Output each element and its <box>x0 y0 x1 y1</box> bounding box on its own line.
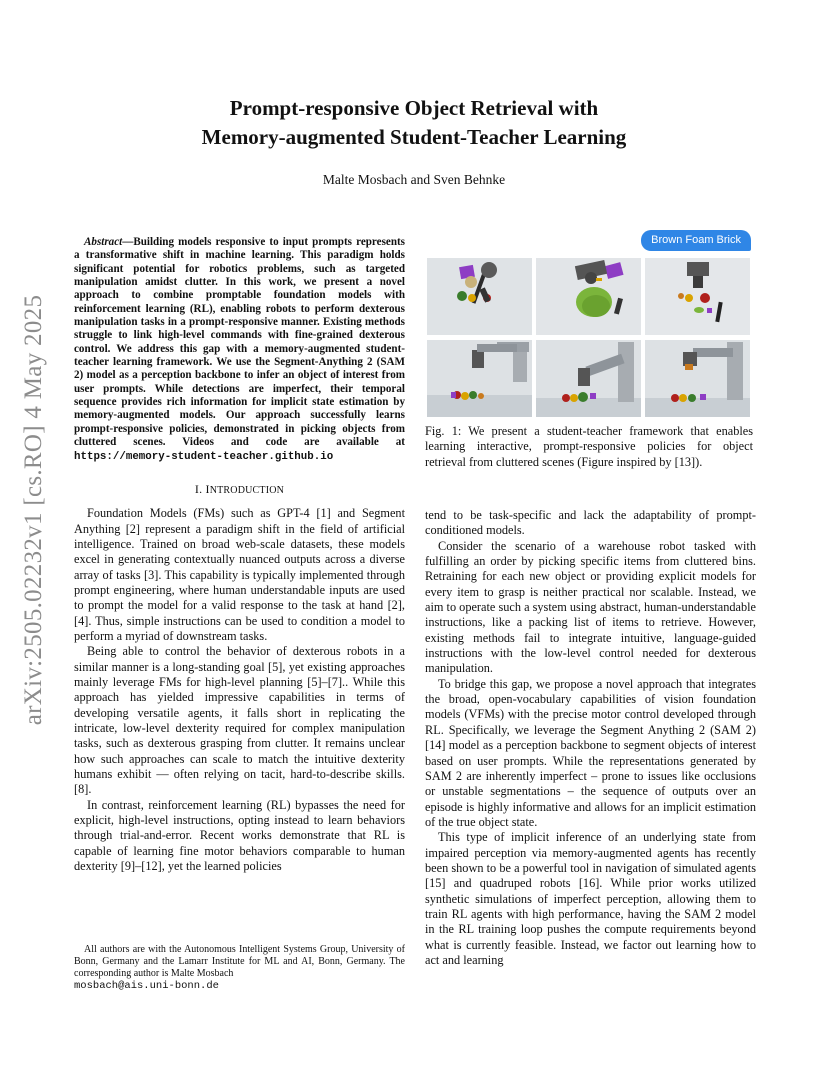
section-number: I. <box>194 481 206 496</box>
right-paragraph-1: tend to be task-specific and lack the adaptability of prompt-conditioned models. <box>425 508 756 538</box>
left-column <box>74 236 405 874</box>
arxiv-identifier: arXiv:2505.02232v1 [cs.RO] 4 May 2025 <box>20 294 47 726</box>
figure-photo-top-2 <box>536 258 641 335</box>
figure-image-grid <box>427 258 751 418</box>
section-title-rest: NTRODUCTION <box>209 484 285 496</box>
intro-paragraph-1: Foundation Models (FMs) such as GPT-4 [1] and Segment Anything [2] represent a paradigm shift in the field of artificial intelligence. Trained on broad web-scale datasets, these models excel in generating contextually nuanced outputs across a diverse array of tasks [3]. This capability is typically implemented through prompt engineering, where human understandable inputs are used to prompt the model for a valid response to the task at hand [2], [4]. Thus, simple instructions can be used to condition a model to perform a myriad of downstream tasks. <box>74 506 405 643</box>
figure-photo-bottom-3 <box>645 340 750 417</box>
abstract-dash: — <box>122 236 134 248</box>
paper-title <box>74 94 754 152</box>
abstract-keyword: Abstract <box>84 236 123 248</box>
prompt-chat-bubble: Brown Foam Brick <box>641 230 751 251</box>
figure-photo-bottom-2 <box>536 340 641 417</box>
right-paragraph-3: To bridge this gap, we propose a novel approach that integrates the broad, open-vocabulary capabilities of vision foundation models (VFMs) with the precise motor control developed through RL. Specifically, we leverage the Segment Anything 2 (SAM 2) [14] model as a perception backbone to segment objects of interest based on user prompts. While the representations generated by SAM 2 are inherently imperfect – prone to issues like occlusions or unstable segmentations – the sequence of outputs over an episode is highly informative and allows for an implicit estimation of the true object state. <box>425 676 756 829</box>
title-line-2: Memory-augmented Student-Teacher Learning <box>201 125 627 149</box>
author-footnote <box>74 944 405 992</box>
abstract <box>74 236 405 464</box>
figure-photo-top-1 <box>427 258 532 335</box>
title-line-1: Prompt-responsive Object Retrieval with <box>229 96 599 120</box>
intro-paragraph-3: In contrast, reinforcement learning (RL) bypasses the need for explicit, high-level instructions, opting instead to learn behaviors through trial-and-error. Recent works demonstrate that RL is capable of learning fine motor behaviors comparable to human dexterity [9]–[12], yet the learned policies <box>74 797 405 874</box>
right-paragraph-4: This type of implicit inference of an underlying state from impaired perception via memory-augmented agents has recently been shown to be a powerful tool in navigation of simulated agents [15] and quadruped robots [16]. While prior works utilized synthetic simulations of imperfect perception, allowing them to train RL agents with high performance, having the SAM 2 model in the RL training loop pushes the compute requirements beyond what is currently feasible. Instead, we factor out learning how to act and learning <box>425 830 756 967</box>
right-column <box>425 508 756 968</box>
figure-caption: Fig. 1: We present a student-teacher framework that enables learning interactive, prompt-responsive policies for object retrieval from cluttered scenes (Figure inspired by [13]). <box>425 424 753 469</box>
paper-authors: Malte Mosbach and Sven Behnke <box>322 172 506 187</box>
figure-photo-top-3 <box>645 258 750 335</box>
right-paragraph-2: Consider the scenario of a warehouse robot tasked with fulfilling an order by picking specific items from cluttered bins. Retraining for each new object or providing explicit models for every item to grasp is neither practical nor scalable. Instead, we aim to operate such a system using abstract, human-understandable instructions, like a packing list of items to retrieve. However, existing methods fail to integrate intuitive, language-guided instructions with the low-level control needed for dexterous manipulation. <box>425 538 756 676</box>
section-heading-introduction <box>74 482 405 498</box>
section-title-first: I <box>205 481 210 496</box>
intro-paragraph-2: Being able to control the behavior of dexterous robots in a similar manner is a long-standing goal [5], yet existing approaches mainly leverage FMs for high-level planning [5]–[7].. While this approach has yielded impressive capabilities in terms of developing versatile agents, it falls short in replicating the intricate, low-level dexterity required for complex manipulation tasks, such as dexterous grasping from clutter. It remains unclear how such approaches can scale to match the intuitive dexterity humans exhibit — often relying on tacit, hard-to-describe skills. [8]. <box>74 644 405 797</box>
figure-photo-bottom-1 <box>427 340 532 417</box>
arxiv-identifier-sidebar <box>14 270 54 750</box>
footnote-email-link[interactable]: mosbach@ais.uni-bonn.de <box>74 980 219 992</box>
abstract-text: Building models responsive to input prompts represents a transformative shift in machine learning. This paradigm holds significant potential for robotics problems, such as targeted manipulation amidst clutter. In this work, we present a novel approach to combine promptable foundation models with reinforcement learning (RL), enabling robots to perform dexterous manipulation tasks in a prompt-responsive manner. Existing methods struggle to link high-level commands with fine-grained dexterous control. We address this gap with a memory-augmented student-teacher learning framework. We use the Segment-Anything 2 (SAM 2) model as a perception backbone to infer an object of interest from user prompts. While detections are imperfect, their temporal sequence provides rich information for implicit state estimation by memory-augmented models. Our approach successfully learns prompt-responsive policies, demonstrated in picking objects from cluttered scenes. Videos and code are available at <box>74 236 405 449</box>
project-url-link[interactable]: https://memory-student-teacher.github.io <box>74 450 334 463</box>
footnote-text: All authors are with the Autonomous Intelligent Systems Group, University of Bonn, Germany and the Lamarr Institute for ML and AI, Bonn, Germany. The corresponding author is Malte Mosbach <box>74 944 405 979</box>
